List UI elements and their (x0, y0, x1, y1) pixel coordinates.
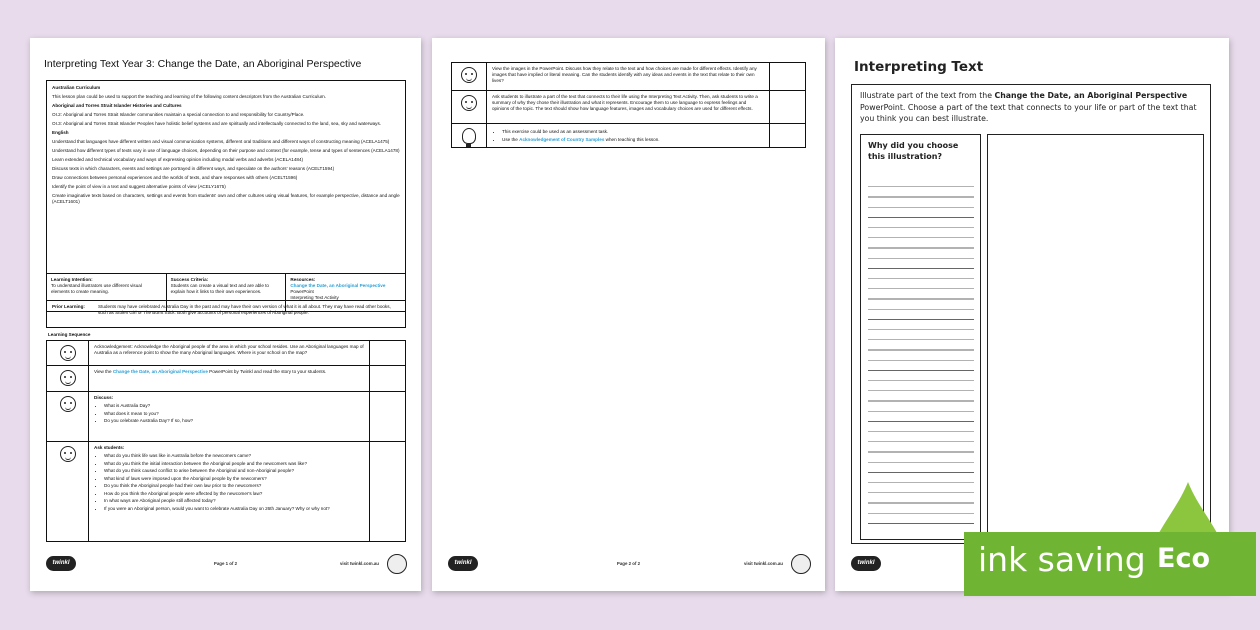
ask-label: Ask students: (94, 445, 125, 450)
illustrating-face-icon (461, 95, 477, 111)
acknowledgement-samples-link[interactable]: Acknowledgement of Country Samples (519, 136, 605, 142)
learning-sequence-label: Learning Sequence (48, 332, 91, 337)
list-item: • Do you celebrate Australia Day? If so, how? (104, 418, 364, 424)
view-post: PowerPoint by Twinkl and read the story to your students. (209, 369, 327, 374)
discuss-face-icon (60, 396, 76, 412)
illustration-box[interactable] (987, 134, 1204, 540)
intention-label: Learning Intention: (51, 277, 93, 282)
resources-activity: Interpreting Text Activity (290, 295, 339, 300)
english-heading: English (52, 130, 69, 135)
table-row (47, 442, 406, 542)
list-item: • This exercise could be used as an assessment task. (502, 129, 764, 135)
why-writing-box[interactable] (860, 134, 981, 540)
learning-sequence-table (46, 340, 406, 542)
curriculum-box (46, 80, 406, 312)
viewing-face-icon (60, 370, 76, 386)
intro-part-c: PowerPoint. Choose a part of the text that connects to your life or part of the text that you think you can best illustrate. (860, 102, 1197, 123)
table-row (452, 124, 806, 148)
success-text: Students can create a visual text and are able to explain how it links to their own experiences. (170, 283, 269, 294)
list-item: • What do you think caused conflict to arise between the Aboriginal and non-Aboriginal people? (104, 468, 364, 474)
twinkl-logo: twinkl (46, 556, 76, 571)
sequence-continued-table (451, 62, 806, 148)
page-title: Interpreting Text Year 3: Change the Date, an Aboriginal Perspective (44, 58, 362, 70)
curriculum-item: Create imaginative texts based on characters, settings and events from students' own and other cultures using visual features, for example perspective, distance and angle (ACELT1601) (52, 193, 400, 204)
page-footer (44, 553, 407, 575)
histories-heading: Aboriginal and Torres Strait Islander Histories and Cultures (52, 103, 182, 108)
curriculum-item: Identify the point of view in a text and suggest alternative points of view (ACELY1675) (52, 184, 226, 189)
acknowledgement-text: Acknowledgement: Acknowledge the Aboriginal people of the area in which your school resides. Use an Aboriginal languages map of Australia as a reference point to show the many Aboriginal languages. Where is your school on the map? (89, 341, 370, 366)
list-item (502, 137, 764, 143)
oi2-text: OI.2: Aboriginal and Torres Strait Islander communities maintain a special connection to and responsibility for Country/Place. (52, 112, 305, 117)
list-item: • How do you think the Aboriginal people were affected by the newcomer's law? (104, 491, 364, 497)
list-item: • What is Australia Day? (104, 403, 364, 409)
intro-powerpoint-title: Change the Date, an Aboriginal Perspective (994, 91, 1188, 100)
list-item: • Do you think the Aboriginal people had their own law prior to the newcomers? (104, 483, 364, 489)
table-row (47, 392, 406, 442)
visit-url: visit twinkl.com.au (743, 561, 783, 566)
curriculum-item: Discuss texts in which characters, events and settings are portrayed in different ways, and speculate on the authors' reasons (ACELT1594) (52, 166, 335, 171)
tip-pre: Use the (502, 136, 518, 142)
prior-learning-box (46, 300, 406, 328)
list-item: • What do you think life was like in Australia before the newcomers came? (104, 453, 364, 459)
tip-post: when teaching this lesson. (605, 136, 660, 142)
resources-link[interactable]: Change the Date, an Aboriginal Perspective (290, 283, 386, 288)
questioning-face-icon (60, 446, 76, 462)
speaking-face-icon (60, 345, 76, 361)
prior-label: Prior Learning: (52, 304, 85, 309)
table-row (47, 366, 406, 392)
list-item: • What do you think the initial interaction between the Aboriginal people and the newcomers was like? (104, 461, 364, 467)
table-row (452, 91, 806, 124)
images-discussion-text: View the images in the PowerPoint. Discuss how they relate to the text and how choices are made for different effects. Identify any images that have implied or literal meaning. Can the students identify with any ideas and events in the text that relate to their own lives? (487, 63, 770, 91)
discuss-label: Discuss: (94, 395, 114, 400)
quality-seal-icon (791, 554, 811, 574)
lesson-plan-page-1 (30, 38, 421, 591)
intention-text: To understand illustrators use different visual elements to create meaning. (51, 283, 142, 294)
curriculum-item: Understand that languages have different written and visual communication systems, different oral traditions and different ways of constructing meaning (ACELA1475) (52, 139, 390, 144)
twinkl-logo: twinkl (448, 556, 478, 571)
list-item: • In what ways are Aboriginal people still affected today? (104, 498, 364, 504)
oi3-text: OI.3: Aboriginal and Torres Strait Islander Peoples have holistic belief systems and are spiritually and intellectually connected to the land, sea, sky and waterways. (52, 121, 382, 126)
table-row (452, 63, 806, 91)
prior-text: Students may have celebrated Australia Day in the past and may have their own version of what it is all about. They may have read other books, such as Stolen Girl or The Burnt Stick. Both give accounts of personal experiences of Aboriginal people. (98, 304, 391, 315)
ink-saving-text: ink saving (978, 540, 1146, 579)
resources-suffix: PowerPoint (290, 289, 314, 294)
curriculum-item: Understand how different types of texts vary in use of language choices, depending on their purpose and context (for example, tense and types of sentences (ACELA1478) (52, 148, 400, 153)
lesson-plan-page-2 (432, 38, 825, 591)
worksheet-title: Interpreting Text (854, 59, 984, 75)
page-number: Page 2 of 2 (616, 561, 641, 566)
page-number: Page 1 of 2 (213, 561, 238, 566)
viewing-face-icon (461, 67, 477, 83)
twinkl-logo: twinkl (851, 556, 881, 571)
why-question: Why did you choose this illustration? (868, 141, 959, 161)
view-text (89, 366, 370, 392)
worksheet-frame (851, 84, 1211, 544)
lightbulb-icon (462, 128, 476, 144)
worksheet-instructions (860, 90, 1204, 125)
success-label: Success Criteria: (170, 277, 209, 282)
illustrate-task-text: Ask students to illustrate a part of the text that connects to their life using the Interpreting Text Activity. Then, ask students to write a summary of why they chose their illustration and what it represents. Encourage them to use language to express feelings and opinions of the topic. The text should show how language features, images and vocabulary choices are used for different effects. (487, 91, 770, 124)
view-link[interactable]: Change the Date, an Aboriginal Perspective (112, 369, 208, 374)
curriculum-intro: This lesson plan could be used to support the teaching and learning of the following content descriptors from the Australian Curriculum. (52, 94, 326, 99)
list-item: • If you were an Aboriginal person, would you want to celebrate Australia Day on 26th January? Why or why not? (104, 506, 364, 512)
view-pre: View the (94, 369, 112, 374)
table-row (47, 341, 406, 366)
list-item: • What does it mean to you? (104, 411, 364, 417)
eco-text: Eco (1157, 543, 1210, 574)
page-footer (446, 553, 811, 575)
intro-part-a: Illustrate part of the text from the (860, 91, 993, 100)
quality-seal-icon (387, 554, 407, 574)
writing-lines[interactable] (868, 177, 974, 531)
curriculum-item: Draw connections between personal experiences and the worlds of texts, and share responses with others (ACELT1596) (52, 175, 298, 180)
resources-label: Resources: (290, 277, 316, 282)
curriculum-heading: Australian Curriculum (52, 85, 101, 90)
visit-url: visit twinkl.com.au (339, 561, 379, 566)
curriculum-item: Learn extended and technical vocabulary and ways of expressing opinion including modal verbs and adverbs (ACELA1484) (52, 157, 304, 162)
list-item: • What kind of laws were imposed upon the Aboriginal people by the newcomers? (104, 476, 364, 482)
